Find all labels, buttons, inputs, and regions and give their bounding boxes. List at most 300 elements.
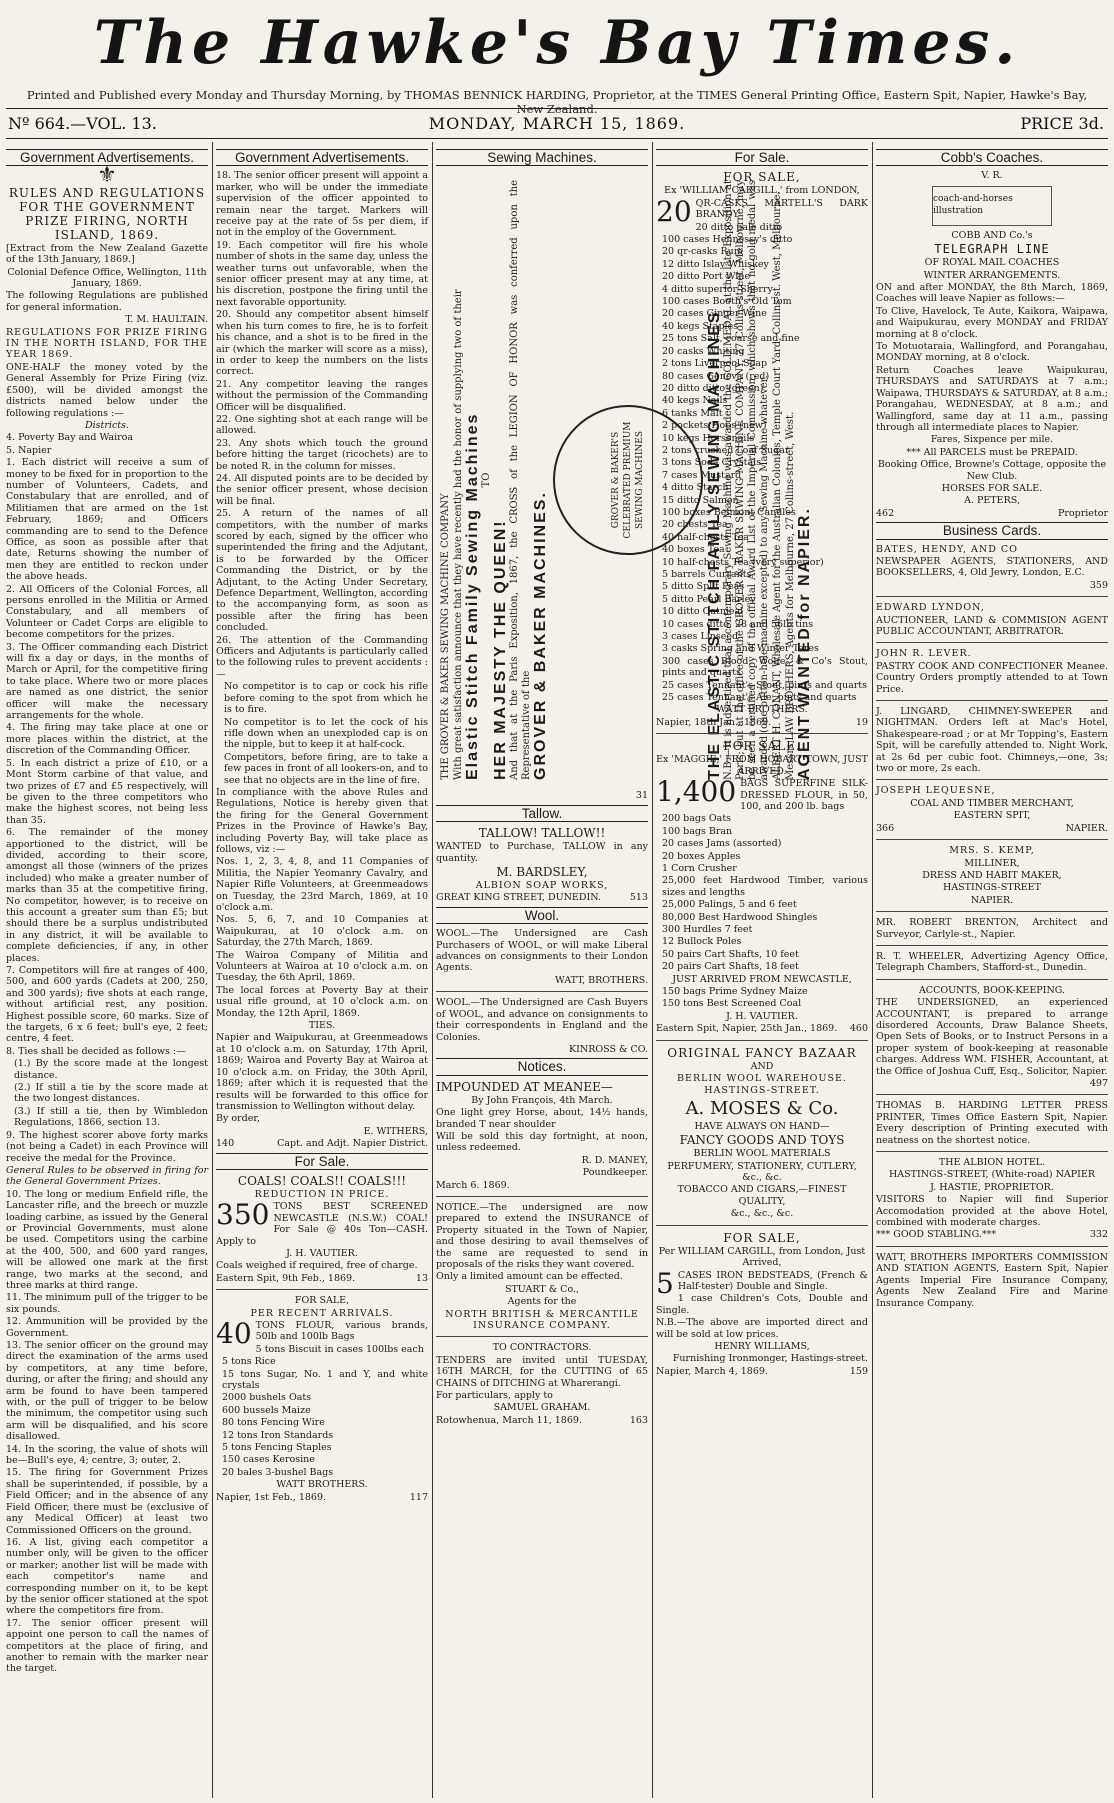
item-list — [656, 813, 868, 874]
column-divider — [212, 142, 213, 1798]
paragraph: 26. The attention of the Commanding Officers and Adjutants is particularly called to the following rules to prevent accidents :— — [216, 634, 428, 680]
separator — [656, 733, 868, 734]
coal-note: Coals weighed if required, free of charge. — [216, 1260, 418, 1272]
ties-label: TIES. — [308, 1020, 336, 1032]
section-heading: Business Cards. — [876, 522, 1108, 539]
list-item: 100 cases Hennessy's ditto — [662, 234, 793, 246]
item-text: BAGS SUPERFINE SILK-DRESSED FLOUR, in 50, 100, and 200 lb. bags — [740, 778, 868, 812]
by-order: By order, — [216, 1113, 260, 1125]
card-text: WATT, BROTHERS IMPORTERS COMMISSION AND STATION AGENTS, Eastern Spit, Napier Agents Imperial Fire Insurance Company, Agents New Zealand Fire and Marine Insurance Company. — [876, 1251, 1108, 1309]
list-item: 2000 bushels Oats — [222, 1392, 312, 1404]
ad-number: 31 — [635, 790, 648, 802]
paragraph: The local forces at Poverty Bay at their usual rifle ground, at 10 o'clock a.m. on Monday, the 12th April, 1869. — [216, 984, 428, 1019]
card-text: NAPIER. — [1065, 822, 1108, 834]
bazaar-text: BERLIN WOOL MATERIALS — [693, 1148, 831, 1160]
list-item: 2 pockets Hops (new) — [662, 420, 767, 432]
list-item: 40 kegs Nails — [662, 395, 728, 407]
separator — [876, 839, 1108, 840]
separator — [876, 1094, 1108, 1095]
list-item: 10 ditto Oatmeal — [662, 606, 744, 618]
paragraph: 9. The highest scorer above forty marks (not being a Cadet) in each Province will receive the medal for the Province. — [6, 1129, 208, 1164]
list-item: 80 tons Fencing Wire — [222, 1417, 325, 1429]
list-item: 20 casks Whiting — [662, 345, 745, 357]
tallow-text: WANTED to Purchase, TALLOW in any quantity. — [436, 841, 648, 864]
list-item: 25,000 feet Hardwood Timber, various sizes and lengths — [662, 875, 868, 898]
signature: J. H. VAUTIER. — [726, 1010, 798, 1022]
impounded-headline: IMPOUNDED AT MEANEE— — [436, 1079, 613, 1094]
date-line: Rotowhenua, March 11, 1869. — [436, 1414, 582, 1426]
list-item: 5 tons Rice — [222, 1356, 276, 1368]
list-item: 100 bags Bran — [662, 825, 733, 837]
list-item: 12 tons Iron Standards — [222, 1429, 334, 1441]
ad-number: 13 — [415, 1272, 428, 1284]
ad-number: 163 — [629, 1414, 648, 1426]
section-heading: Tallow. — [436, 805, 648, 822]
column-divider — [432, 142, 433, 1798]
moses-headline: A. MOSES & Co. — [685, 1097, 839, 1119]
masthead-title: The Hawke's Bay Times. — [93, 8, 1021, 78]
imprint-line: Printed and Published every Monday and Thursday Morning, by THOMAS BENNICK HARDING, Proprietor, at the TIMES General Printing Office, Eastern Spit, Napier, Hawke's Bay, New Zealand. — [26, 88, 1088, 116]
districts-label: Districts. — [85, 419, 129, 431]
coals-headline: COALS! COALS!! COALS!!! — [237, 1173, 407, 1188]
paragraph: 1. Each district will receive a sum of money to be fixed for in proportion to the number of Volunteers, Cadets, and Constabulary that are enrolled, and of Militiamen that are armed on the 1st February, 1869; and Officers commanding are to send to the Defence Office, as soon as possible after that date, Returns showing the number of men they are entitled to reckon under the above heads. — [6, 457, 208, 583]
paragraph: 24. All disputed points are to be decided by the senior officer present, whose decision will be final. — [216, 472, 428, 507]
item-list — [656, 986, 868, 1010]
separator — [876, 979, 1108, 980]
signature: STUART & Co., — [504, 1283, 580, 1295]
list-item: 20 ditto pale ditto — [695, 221, 783, 233]
list-item: 20 boxes Apples — [662, 850, 741, 862]
column-1 — [6, 146, 208, 1798]
section-heading: For Sale. — [216, 1153, 428, 1170]
royal-mail-line: OF ROYAL MAIL COACHES — [924, 257, 1060, 269]
sewing-text: Messrs LAW BROTHERS, Agents for Melbourne, 27 Collins-street, West. — [785, 412, 796, 781]
paragraph: 3. The Officer commanding each District will fix a day or days, in the months of March or April, for the competitive firing to take place. Where two or more places are named as one district, the senior officer will make the necessary arrangements for the whole. — [6, 641, 208, 722]
signature: KINROSS & CO. — [569, 1043, 648, 1055]
signature-title: Furnishing Ironmonger, Hastings-street. — [672, 1353, 868, 1365]
card-text: HASTINGS-STREET — [943, 882, 1041, 894]
list-item: 25 tons Salt, coarse and fine — [662, 333, 800, 345]
card-text: COAL AND TIMBER MERCHANT, — [910, 797, 1074, 809]
wool-text: WOOL.—The Undersigned are Cash Buyers of WOOL, and advance on consignments to their correspondents in England and the Colonies. — [436, 997, 648, 1043]
card-text: HASTINGS-STREET, (White-road) NAPIER — [889, 1169, 1095, 1181]
contractors-heading: TO CONTRACTORS. — [492, 1342, 592, 1354]
card-text: EASTERN SPIT, — [953, 810, 1031, 822]
card-text: MR. ROBERT BRENTON, Architect and Surveyor, Carlyle-st., Napier. — [876, 917, 1108, 940]
separator — [656, 1225, 868, 1226]
issue-date: MONDAY, MARCH 15, 1869. — [428, 114, 686, 133]
paragraph: 12. Ammunition will be provided by the Government. — [6, 1316, 208, 1339]
coach-icon: coach-and-horses illustration — [932, 186, 1052, 226]
bazaar-text: &c., &c., &c. — [730, 1208, 794, 1220]
separator — [436, 1196, 648, 1197]
list-item: 200 bags Oats — [662, 813, 732, 825]
separator — [436, 1336, 648, 1337]
list-item: 5 tons Fencing Staples — [222, 1442, 332, 1454]
column-2 — [216, 146, 428, 1798]
list-item: 6 tanks Malt — [662, 407, 723, 419]
paragraph: 18. The senior officer present will appoint a marker, who will be under the immediate supervision of the officer appointed to remain near the target. Markers will receive pay at the rate of 5s per diem, if not in the employ of the Government. — [216, 170, 428, 239]
paragraph: 4. The firing may take place at one or more places within the district, at the discretion of the Commanding Officer. — [6, 722, 208, 757]
list-item: 3 cases Linseed — [662, 631, 739, 643]
for-sale-label: FOR SALE, — [723, 1230, 801, 1245]
list-item: 3 tons Soda Crystals — [662, 457, 762, 469]
coach-text: Fares, Sixpence per mile. — [930, 434, 1054, 446]
signature: T. M. HAULTAIN. — [125, 314, 208, 326]
sewing-text: ALBERT H. CONANT, Wholesale Agent for the Australian Colonies, Temple Court Yard, Collins-st. West, Melbourne. — [772, 191, 783, 781]
paragraph: 17. The senior officer present will appoint one person to call the names of competitors at the place of firing, and another to remain with the marker near the target. — [6, 1617, 208, 1675]
column-4 — [656, 146, 868, 1798]
list-item: 1 Corn Crusher — [662, 862, 737, 874]
card-text: AUCTIONEER, LAND & COMMISION AGENT PUBLIC ACCOUNTANT, ARBITRATOR. — [876, 614, 1108, 637]
sewing-text: With great satisfaction announce that they have recently had the honor of supplying two of their — [453, 289, 464, 781]
big-number: 1,400 — [656, 775, 737, 809]
ad-number: 359 — [1089, 579, 1108, 591]
section-heading: Government Advertisements. — [6, 149, 208, 166]
list-item: 300 Hurdles 7 feet — [662, 923, 753, 935]
sewing-headline: THE ELASTIC STITCH FAMILY SEWING MACHINES — [706, 310, 723, 781]
ad-number: 462 — [876, 507, 895, 519]
paragraph: 5. In each district a prize of £10, or a Mont Storm carbine of that value, and two prizes of £7 and £5 respectively, will be given to the three competitors who make the highest scores, not being less than 35. — [6, 757, 208, 826]
separator — [876, 596, 1108, 597]
recent-label: PER RECENT ARRIVALS. — [250, 1307, 394, 1319]
card-text: J. LINGARD, CHIMNEY-SWEEPER and NIGHTMAN. Orders left at Mac's Hotel, Shakespeare-road ; or at Mr Topping's, Eastern Spit, will be carefully attended to. Night Work, at 2s 6d per cubic foot. Chimneys,—one, 3s; two or more, 2s each. — [876, 706, 1108, 775]
ship-line: Per WILLIAM CARGILL, from London, Just Arrived, — [658, 1245, 866, 1269]
signature: WATT, BROTHERS. — [555, 974, 648, 986]
list-item: 20 bales 3-bushel Bags — [222, 1466, 334, 1478]
big-number: 350 — [216, 1198, 270, 1232]
accident-rule: No competitor is to let the cock of his rifle down when an unexploded cap is on the nipple, but to keep it at half-cock. — [224, 716, 428, 751]
list-item: 20 ditto ditto (green) — [662, 382, 764, 394]
coach-text: HORSES FOR SALE. — [941, 482, 1043, 494]
separator — [876, 779, 1108, 780]
rule-top — [6, 108, 1108, 109]
list-item: 25 cases Tennant's Ale, pints and quarts — [662, 692, 857, 704]
section-heading: Sewing Machines. — [436, 149, 648, 166]
sewing-text: And that at the Paris Exposition, 1867, the CROSS of the LEGION OF HONOR was conferred upon the Representative of the — [509, 180, 532, 781]
paragraph: 6. The remainder of the money apportioned to the district, will be divided, according to their score, amongst all those (winners of the prizes included) who make a greater number of marks than 35 at the competitive firing. No competitor, however, is to receive on this account a greater sum than £5; but should there be a surplus undistributed in any district, it will be available to complete deficiencies, if any, in other places. — [6, 827, 208, 964]
item-text: QR-CASKS MARTELL'S DARK BRANDY — [695, 197, 868, 221]
list-item: 7 cases Mustard — [662, 469, 742, 481]
coach-text: Return Coaches leave Waipukurau, THURSDAYS and SATURDAYS at 7 a.m.; Waipawa, THURSDAYS & SATURDAY, at 8 a.m.; Porangahau, WEDNESDAY, at 8 a.m.; and Wallingford, same day at 11 a.m., passing through all intermediate places to Napier. — [876, 364, 1108, 433]
list-item: 150 tons Best Screened Coal — [662, 998, 802, 1010]
list-item: 20 qr-casks Rum — [662, 246, 743, 258]
paragraph: 8. Ties shall be decided as follows :— — [6, 1045, 186, 1057]
for-sale-label: FOR SALE, — [723, 170, 801, 185]
paragraph: 2. All Officers of the Colonial Forces, all persons enrolled in the Militia or Armed Constabulary, and all members of Volunteer or Cadet Corps are eligible to become competitors for the prizes. — [6, 583, 208, 641]
list-item: 20 chests Tea — [662, 519, 728, 531]
coach-text: To Motuotaraia, Wallingford, and Porangahau, MONDAY morning, at 8 o'clock. — [876, 341, 1108, 364]
reduction-line: REDUCTION IN PRICE. — [254, 1188, 390, 1200]
section-heading: For Sale. — [656, 149, 868, 166]
telegraph-line: TELEGRAPH LINE — [934, 242, 1050, 257]
date-line: Napier, 18th Jan., 1869. — [656, 716, 772, 728]
item-list — [216, 1344, 428, 1478]
paragraph: 15. The firing for Government Prizes shall be superintended, if possible, by a Field Officer; and in the absence of any Field Officer, there must be (exclusive of any Medical Officer) at least two Commissioned Officers on the ground. — [6, 1467, 208, 1536]
paragraph: 22. One sighting shot at each range will be allowed. — [216, 413, 428, 437]
vr-label: V. R. — [981, 170, 1003, 182]
bazaar-text: HASTINGS-STREET. — [704, 1085, 820, 1097]
flour-text: TONS FLOUR, various brands, 50lb and 100lb Bags — [255, 1320, 428, 1343]
signature-title: Poundkeeper. — [582, 1167, 648, 1179]
separator — [876, 945, 1108, 946]
paragraph: The Wairoa Company of Militia and Volunteers at Wairoa at 10 o'clock a.m. on Tuesday, the 6th April, 1869. — [216, 949, 428, 984]
item-list — [656, 875, 868, 972]
item-text: 1 case Children's Cots, Double and Single. — [656, 1293, 868, 1316]
card-text: THOMAS B. HARDING LETTER PRESS PRINTER, Times Office Eastern Spit, Napier. Every description of Printing executed with neatness on the shortest notice. — [876, 1100, 1108, 1146]
section-heading: Wool. — [436, 907, 648, 924]
list-item: 25 cases Tennant's Stout, pints and quarts — [662, 679, 868, 691]
ad-number: 159 — [849, 1365, 868, 1377]
for-sale-label: FOR SALE, — [294, 1295, 350, 1307]
card-text: *** GOOD STABLING.*** — [876, 1229, 997, 1241]
signature: WATT BROTHERS. — [276, 1479, 368, 1491]
list-item: 50 pairs Cart Shafts, 10 feet — [662, 948, 799, 960]
signature: A. PETERS, — [964, 495, 1020, 507]
ad-number: 460 — [849, 1023, 868, 1035]
date-line: Eastern Spit, Napier, 25th Jan., 1869. — [656, 1023, 838, 1035]
item-list — [656, 222, 868, 704]
intro-text: The following Regulations are published for general information. — [6, 290, 208, 313]
paragraph: 13. The senior officer on the ground may direct the examination of the arms used by competitors, at any time before, during, or after the firing; and should any arm be found to have been tampered with, or the pull of trigger to be below the minimum, the competitor using such arm will be disqualified, and his score disallowed. — [6, 1340, 208, 1443]
card-text: MILLINER, — [964, 857, 1020, 869]
card-title: THE ALBION HOTEL. — [938, 1157, 1046, 1169]
royal-arms-icon: ⚜ — [97, 163, 117, 189]
list-item: 300 cases Blood, Wolfe, & Co's Stout, pints and quarts — [662, 655, 868, 679]
coach-text: Booking Office, Browne's Cottage, opposite the New Club. — [877, 459, 1107, 482]
paragraph: 25. A return of the names of all competitors, with the number of marks scored by each, signed by the officer who superintended the firing and the Adjutant, is to be forwarded by the Officer Commanding the District, or by the Adjutant, to the Acting Under Secretary, Defence Department, Wellington, according to the accompanying form, as soon as possible after the firing has been concluded. — [216, 508, 428, 634]
notice-text: For particulars, apply to — [436, 1390, 553, 1402]
separator — [876, 700, 1108, 701]
paragraph: 20. Should any competitor absent himself when his turn comes to fire, he is to forfeit his chance, and a shot is to be fired in the air (which the marker will score as a miss), in order to keep the numbers on the lists correct. — [216, 309, 428, 378]
notice-text: By John François, 4th March. — [471, 1094, 613, 1106]
big-number: 20 — [656, 194, 692, 228]
item-text: N.B.—The above are imported direct and will be sold at low prices. — [656, 1317, 868, 1340]
list-item: 20 pairs Cart Shafts, 18 feet — [662, 961, 799, 973]
list-item: 10 half-chests Tea (very superior) — [662, 556, 824, 568]
separator — [876, 642, 1108, 643]
paragraph: 11. The minimum pull of the trigger to be six pounds. — [6, 1292, 208, 1315]
issue-number: Nº 664.—VOL. 13. — [8, 114, 157, 133]
card-text: J. HASTIE, PROPRIETOR. — [930, 1181, 1054, 1193]
section-heading: Cobb's Coaches. — [876, 149, 1108, 166]
ad-number: 366 — [876, 822, 895, 834]
signature: M. BARDSLEY, — [496, 865, 588, 880]
coach-text: To Clive, Havelock, Te Aute, Kaikora, Waipawa, and Waipukurau, every MONDAY and FRIDAY morning at 8 o'clock. — [876, 305, 1108, 340]
list-item: 12 ditto Islay Whiskey — [662, 258, 769, 270]
list-item: 5 tons Biscuit in cases 100lbs each — [255, 1343, 424, 1355]
paragraph: 21. Any competitor leaving the ranges without the permission of the Commanding Officer will be disqualified. — [216, 378, 428, 413]
list-item: 20 cases Ginger Wine — [662, 308, 767, 320]
list-item: 150 bags Prime Sydney Maize — [662, 986, 808, 997]
address-line: GREAT KING STREET, DUNEDIN. — [436, 892, 601, 904]
card-text: PASTRY COOK AND CONFECTIONER Meanee. Country Orders promptly attended to at Town Price. — [876, 660, 1108, 695]
wool-text: WOOL.—The Undersigned are Cash Purchasers of WOOL, or will make Liberal advances on consignments to their London Agents. — [436, 928, 648, 974]
card-title: BATES, HENDY, AND CO — [876, 543, 1018, 555]
bazaar-text: FANCY GOODS AND TOYS — [679, 1133, 845, 1148]
ad-number: 117 — [409, 1491, 428, 1503]
list-item: 2 tons crushed Loaf Sugar — [662, 444, 790, 456]
list-item: 15 ditto Salmon — [662, 494, 739, 506]
ship-line: Ex 'WILLIAM CARGILL,' from LONDON, — [664, 185, 860, 197]
ad-number: 332 — [1089, 1229, 1108, 1241]
list-item: 10 cases ditto, 28 and 56lb tins — [662, 618, 814, 630]
list-item: 20 ditto Port Wine — [662, 271, 751, 283]
signature-title: Proprietor — [1057, 507, 1108, 519]
sewing-headline: AGENT WANTED for NAPIER. — [796, 507, 813, 781]
bazaar-headline: ORIGINAL FANCY BAZAAR — [667, 1045, 857, 1060]
separator — [876, 1246, 1108, 1247]
district-item: 4. Poverty Bay and Wairoa — [6, 432, 134, 444]
list-item: 3 casks Spring and Winter Tares — [662, 643, 819, 655]
date-line: Napier, 1st Feb., 1869. — [216, 1491, 327, 1503]
separator — [656, 1040, 868, 1041]
list-item: 15 tons Sugar, No. 1 and Y, and white crystals — [222, 1368, 428, 1392]
paragraph: 23. Any shots which touch the ground before hitting the target (ricochets) are to be noted R. in the column for misses. — [216, 437, 428, 472]
notice-text: Only a limited amount can be effected. — [436, 1271, 623, 1283]
ad-number: 19 — [855, 716, 868, 728]
list-item: 600 bussels Maize — [222, 1404, 311, 1416]
insurance-company: NORTH BRITISH & MERCANTILE INSURANCE COMPANY. — [445, 1308, 639, 1332]
coach-text: *** All PARCELS must be PREPAID. — [906, 446, 1078, 458]
paragraph: In compliance with the above Rules and Regulations, Notice is hereby given that the firing for the General Government Prizes in the Province of Hawke's Bay, including Poverty Bay, will take place as follows, viz :— — [216, 786, 428, 855]
tallow-headline: TALLOW! TALLOW!! — [478, 826, 606, 841]
ad-number: 513 — [629, 892, 648, 904]
card-title: JOSEPH LEQUESNE, — [876, 785, 996, 797]
paragraph: 19. Each competitor will fire his whole number of shots in the same day, unless the weather turns out unfavorable, when the senior officer present may at any time, at his discretion, postpone the firing until the next favorable opportunity. — [216, 239, 428, 308]
big-number: 40 — [216, 1317, 252, 1350]
bazaar-text: HAVE ALWAYS ON HAND— — [694, 1120, 830, 1132]
tie-rule: (1.) By the score made at the longest distance. — [14, 1058, 208, 1081]
sewing-machine-badge-icon: GROVER & BAKER'S CELEBRATED PREMIUM SEWING MACHINES — [553, 405, 703, 555]
card-text: VISITORS to Napier will find Superior Accomodation provided at the above Hotel, combined with moderate charges. — [876, 1194, 1108, 1229]
paragraph: Nos. 1, 2, 3, 4, 8, and 11 Companies of Militia, the Napier Yeomanry Cavalry, and Napier Rifle Volunteers, at Greenmeadows on Tuesday, the 23rd March, 1869, at 10 o'clock a.m. — [216, 856, 428, 913]
sewing-text: TO — [481, 472, 492, 488]
big-number: 5 — [656, 1266, 674, 1300]
list-item: 10 kegs Horsenails — [662, 432, 755, 444]
list-item: 40 boxes Tea — [662, 544, 725, 556]
sewing-text: N.B.—It is advertized that a contemporary Sewing Machine was awarded the GOLD MEDAL at the late Exposition at Paris; but at the office of the GROVER & BAKER SEWING MACHINE COMPANY, 27 Collins-street, Melbourne, may be seen a certified copy of the official Award List of the Imperial Commission, which shows that no gold medal was awarded (one button-hole machine excepted) to any Sewing Machine whatever. — [723, 180, 770, 781]
notice-text: Will be sold this day fortnight, at noon, unless redeemed. — [436, 1130, 648, 1154]
regs-title: REGULATIONS FOR PRIZE FIRING IN THE NORTH ISLAND, FOR THE YEAR 1869. — [6, 326, 208, 361]
signature-title: Capt. and Adjt. Napier District. — [277, 1138, 428, 1150]
accident-rule: No competitor is to cap or cock his rifle before coming to the spot from which he is to fire. — [224, 681, 428, 716]
bazaar-text: BERLIN WOOL WAREHOUSE. — [677, 1073, 847, 1085]
list-item: 100 boxes Belmont Candles — [662, 506, 796, 518]
list-item: 4 ditto superior Sherry — [662, 283, 773, 295]
list-item: 80,000 Best Hardwood Shingles — [662, 911, 818, 923]
bazaar-text: AND — [750, 1060, 774, 1072]
paragraph: Napier and Waipukurau, at Greenmeadows at 10 o'clock a.m. on Saturday, 17th April, 1869; Wairoa and Poverty Bay at Wairoa at 10 o'clock a.m. on Friday, the 30th April, 1869; after which it is requested that the results will be forwarded to this office for transmission to Wellington without delay. — [216, 1032, 428, 1112]
list-item: 40 kegs Staples — [662, 320, 739, 332]
notice-text: NOTICE.—The undersigned are now prepared to extend the INSURANCE of Property situated in the Town of Napier, and those desiring to avail themselves of the same are requested to send in proposals of the risks they want covered. — [436, 1201, 648, 1270]
ship-line: Ex 'MAGGIE,' FROM HOBART TOWN, JUST ARRIVED. — [656, 754, 868, 777]
list-item: 150 cases Kerosine — [222, 1454, 315, 1466]
signature: SAMUEL GRAHAM. — [493, 1402, 591, 1414]
notice-text: TENDERS are invited until TUESDAY, 16TH MARCH, for the CUTTING of 65 CHAINS of DITCHING at Wharerangi. — [436, 1354, 648, 1389]
rules-title: RULES AND REGULATIONS FOR THE GOVERNMENT PRIZE FIRING, NORTH ISLAND, 1869. — [8, 185, 206, 242]
card-text: THE UNDERSIGNED, an experienced ACCOUNTANT, is prepared to arrange disordered Accounts, Draw Balance Sheets, Open Sets of Books, or to Instruct Persons in a proper system of book-keeping at reasonable charges. Address WM. FISHER, Accountant, at the Office of Joshua Cuff, Esq., Solicitor, Napier. — [876, 997, 1108, 1077]
list-item: 20 cases Jams (assorted) — [662, 838, 782, 850]
card-title: JOHN R. LEVER. — [876, 648, 972, 660]
tie-rule: (3.) If still a tie, then by Wimbledon Regulations, 1866, section 13. — [14, 1105, 208, 1129]
card-text: NAPIER. — [970, 894, 1014, 906]
card-title: MRS. S. KEMP, — [949, 845, 1035, 857]
winter-heading: WINTER ARRANGEMENTS. — [923, 269, 1061, 281]
list-item: 4 ditto Starch — [662, 482, 729, 494]
coal-text: TONS BEST SCREENED NEWCASTLE (N.S.W.) COAL! For Sale @ 40s Ton—CASH. Apply to — [216, 1201, 428, 1247]
extract-note: [Extract from the New Zealand Gazette of the 13th January, 1869.] — [6, 242, 208, 266]
section-heading: Government Advertisements. — [216, 149, 428, 166]
sewing-headline: GROVER & BAKER MACHINES. — [532, 491, 549, 781]
separator — [876, 911, 1108, 912]
notice-text: Agents for the — [507, 1296, 577, 1308]
date-line: March 6. 1869. — [436, 1179, 510, 1191]
list-item: 5 ditto Split Peas — [662, 581, 745, 593]
card-text: DRESS AND HABIT MAKER, — [922, 869, 1062, 881]
date-line: Eastern Spit, 9th Feb., 1869. — [216, 1272, 356, 1284]
separator — [436, 991, 648, 992]
signature: R. D. MANEY, — [581, 1154, 648, 1166]
tie-rule: (2.) If still a tie by the score made at the two longest distances. — [14, 1082, 208, 1105]
signature: HENRY WILLIAMS, — [714, 1340, 810, 1352]
rule-bottom — [6, 138, 1108, 139]
office-line: Colonial Defence Office, Wellington, 11th January, 1869. — [7, 266, 207, 290]
list-item: 12 Bullock Poles — [662, 936, 742, 948]
list-item: 2 tons Liverpool Soap — [662, 358, 768, 370]
bazaar-text: PERFUMERY, STATIONERY, CUTLERY, &c., &c. — [667, 1160, 857, 1184]
ad-number: 140 — [216, 1138, 235, 1150]
paragraph: 16. A list, giving each competitor a number only, will be given to the officer or marker; another list will be made with each competitor's name and corresponding number on it, to be kept by the senior officer stationed at the spot where the competitors fire from. — [6, 1536, 208, 1617]
sewing-headline: Elastic Stitch Family Sewing Machines — [464, 412, 481, 781]
list-item: 5 ditto Pearl Barley — [662, 593, 756, 605]
section-heading: Notices. — [436, 1058, 648, 1075]
paragraph: ONE-HALF the money voted by the General Assembly for Prize Firing (viz. £500), will be divided amongst the districts named below under the following regulations :— — [6, 361, 208, 419]
coach-text: ON and after MONDAY, the 8th March, 1869, Coaches will leave Napier as follows:— — [876, 282, 1108, 305]
paragraph: 10. The long or medium Enfield rifle, the Lancaster rifle, and the breech or muzzle loading carbine, as issued by the General or Provincial Governments, must alone be used. Competitors using the carbine at the 400, 500, and 600 yard ranges, will be allowed one mark at the first range, two marks at the second, and three marks at third range. — [6, 1188, 208, 1291]
list-item: 100 cases Booth's Old Tom — [662, 296, 792, 308]
separator — [876, 1151, 1108, 1152]
paragraph: 7. Competitors will fire at ranges of 400, 500, and 600 yards (Cadets at 200, 250, and 300 yards); five shots at each range, without artificial rest, any position. Highest possible score, 60 marks. Size of the targets, 6 x 6 feet; bull's eye, 2 feet; centre, 4 feet. — [6, 965, 208, 1045]
date-line: Napier, March 4, 1869. — [656, 1365, 768, 1377]
albion-line: ALBION SOAP WORKS, — [475, 880, 609, 892]
list-item: 80 cases Geneva (red) — [662, 370, 770, 382]
sewing-headline: HER MAJESTY THE QUEEN! — [492, 519, 509, 781]
signature: J. H. VAUTIER. — [286, 1247, 358, 1259]
arrival-line: JUST ARRIVED FROM NEWCASTLE, — [672, 973, 852, 985]
list-item: 40 half-chests Tea — [662, 531, 749, 543]
accident-rule: Competitors, before firing, are to take a few paces in front of all lookers-on, and to see that no objects are in the line of fire. — [224, 751, 428, 786]
district-item: 5. Napier — [6, 444, 52, 456]
list-item: 25,000 Palings, 5 and 6 feet — [662, 899, 797, 911]
sewing-text: THE GROVER & BAKER SEWING MACHINE COMPANY — [440, 493, 451, 781]
column-divider — [872, 142, 873, 1798]
bazaar-text: TOBACCO AND CIGARS,—FINEST QUALITY, — [677, 1184, 847, 1207]
signature: E. WITHERS, — [363, 1125, 428, 1137]
item-text: CASES IRON BEDSTEADS, (French & Half-tester) Double and Single. — [677, 1269, 868, 1292]
notice-text: One light grey Horse, about, 14½ hands, branded T near shoulder — [436, 1107, 648, 1130]
paragraph: Nos. 5, 6, 7, and 10 Companies at Waipukurau, at 10 o'clock a.m. on Saturday, the 27th March, 1869. — [216, 914, 428, 949]
separator — [216, 1289, 428, 1290]
for-sale-label: FOR SALE. — [723, 739, 801, 754]
column-5 — [876, 146, 1108, 1798]
general-rules-heading: General Rules to be observed in firing for the General Government Prizes. — [6, 1164, 208, 1188]
list-item: 5 barrels Currants — [662, 569, 752, 580]
paragraph: 14. In the scoring, the value of shots will be—Bull's eye, 4; centre, 3; outer, 2. — [6, 1443, 208, 1467]
card-title: EDWARD LYNDON, — [876, 602, 985, 614]
cobb-line: COBB AND Co.'s — [951, 229, 1033, 241]
ad-number: 497 — [1089, 1078, 1108, 1089]
